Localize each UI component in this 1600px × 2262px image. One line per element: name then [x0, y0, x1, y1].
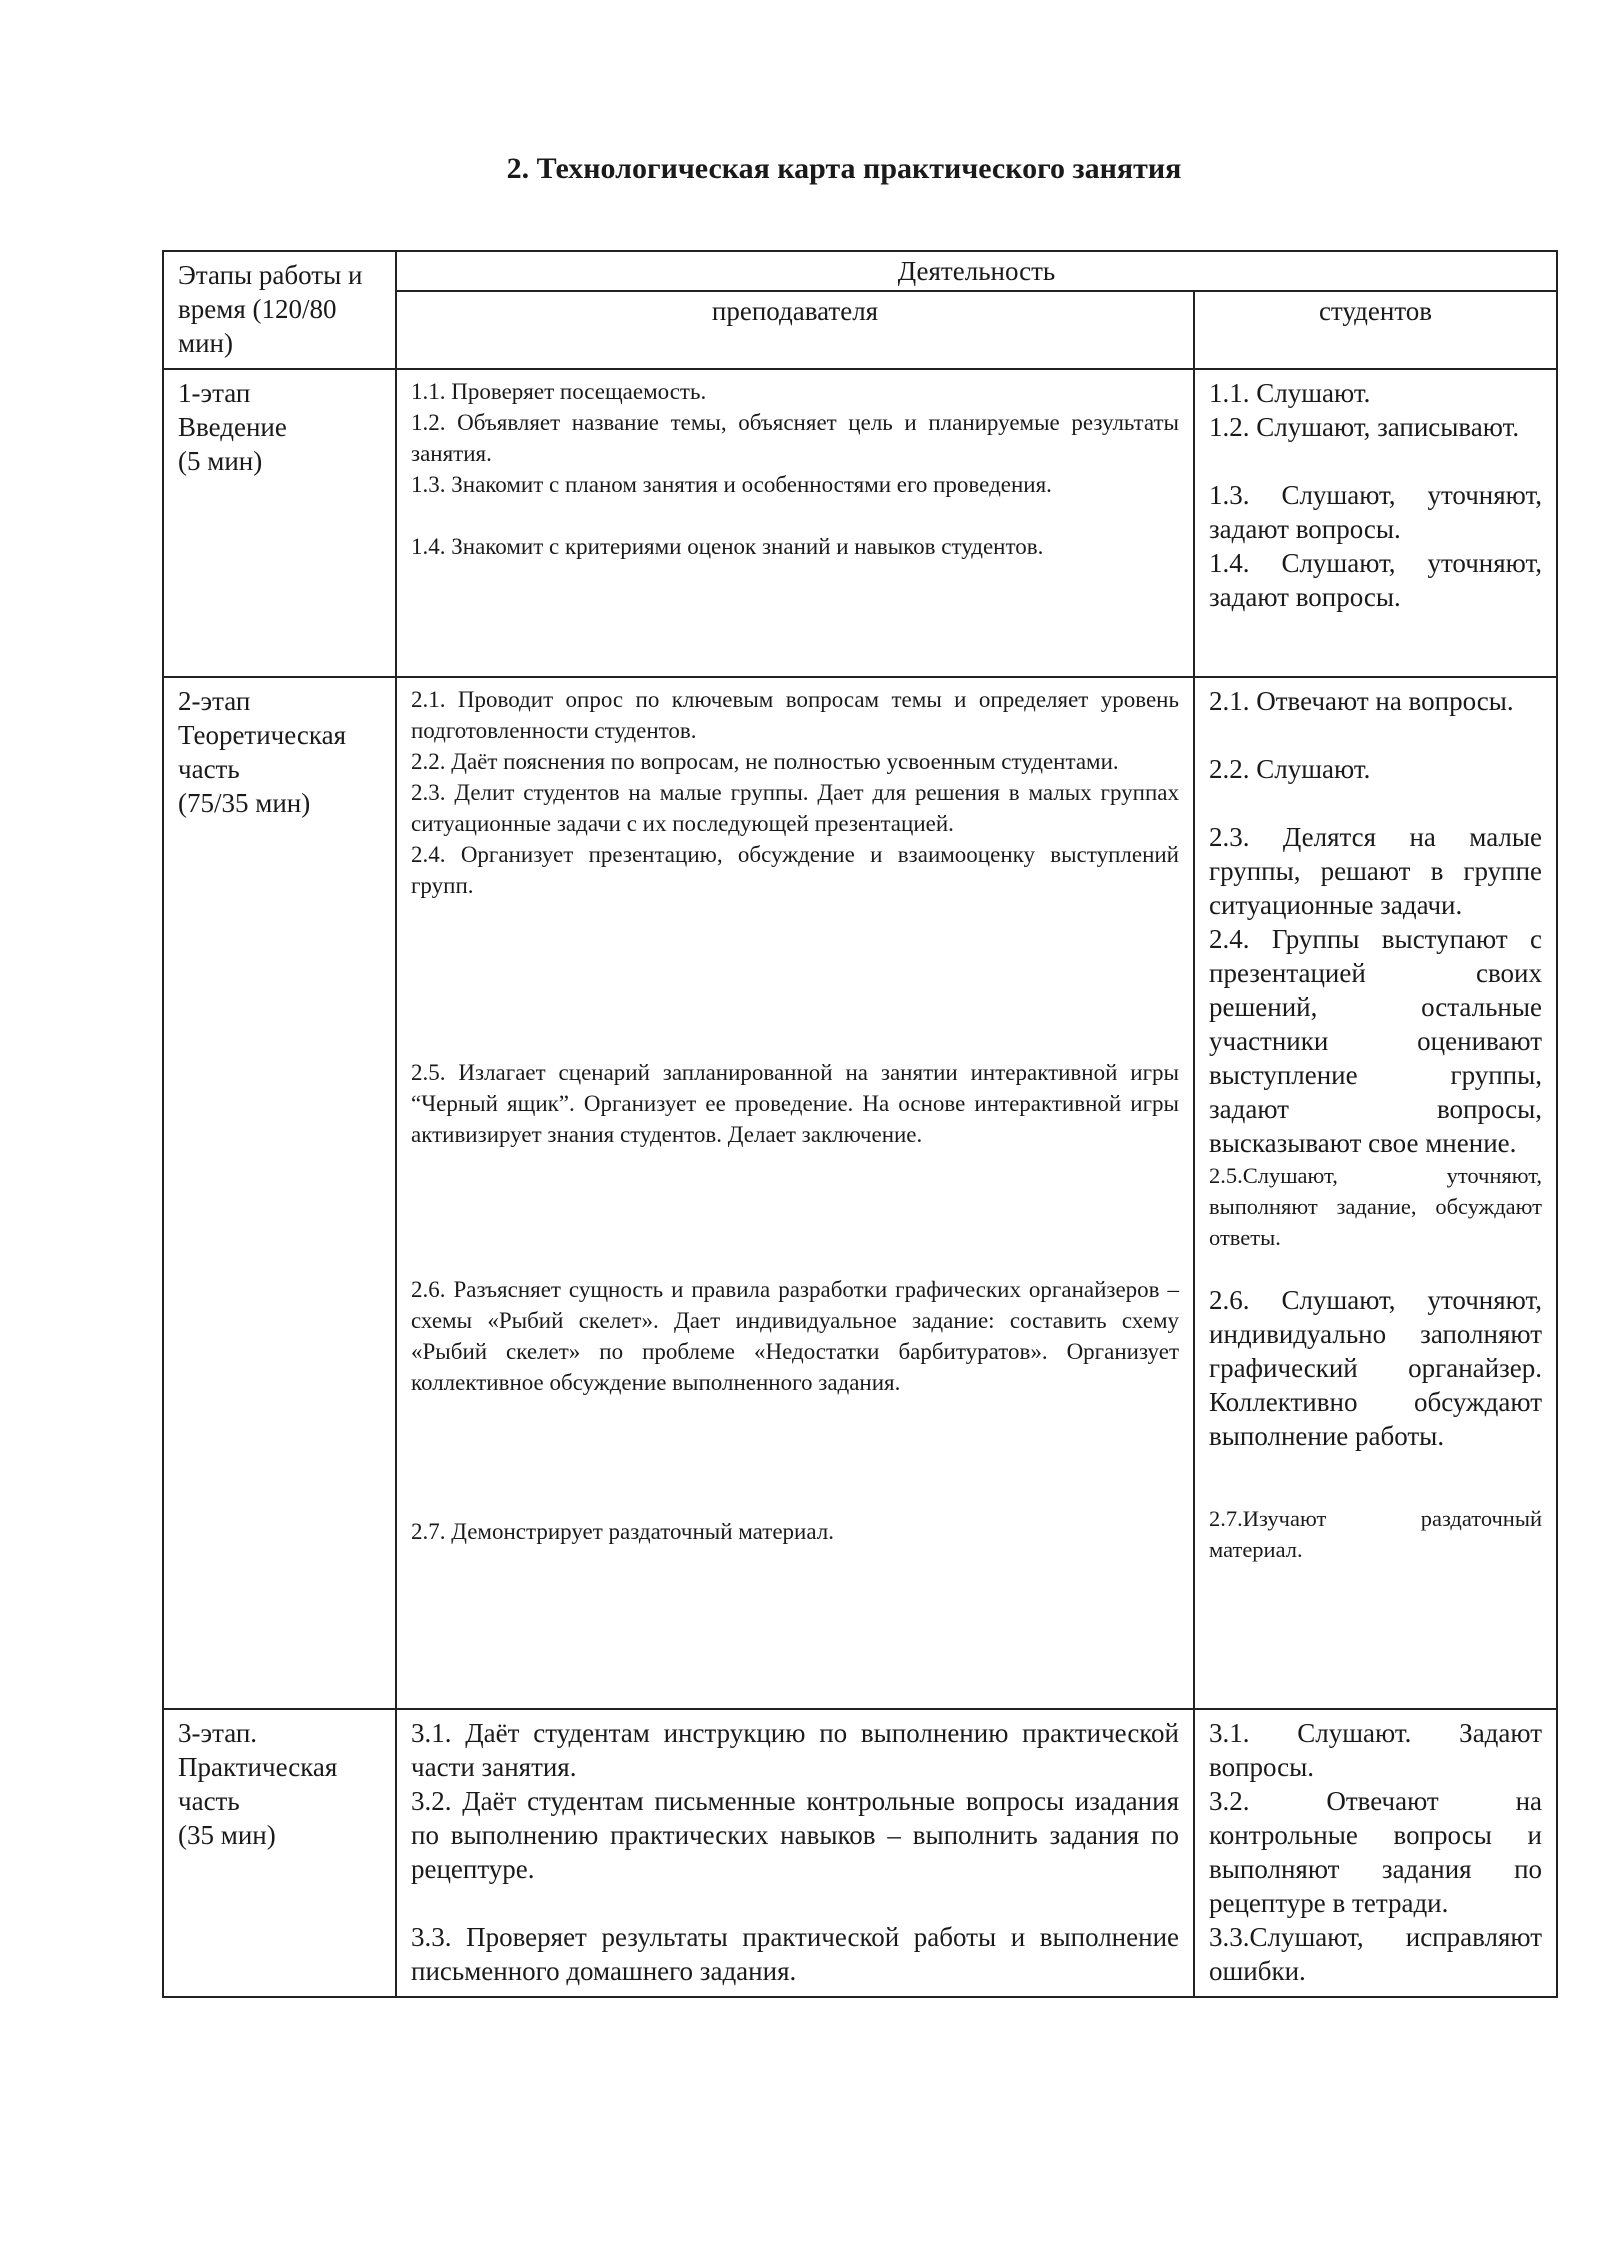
tech-map-table	[162, 250, 1558, 1998]
teacher-cell	[396, 677, 1194, 1709]
stage-time: (75/35 мин)	[178, 788, 311, 818]
stage-label: 3-этап.	[178, 1718, 258, 1748]
teacher-item: 2.3. Делит студентов на малые группы. Дает для решения в малых группах ситуационные задачи с их последующей презентацией.	[411, 780, 1179, 836]
students-cell	[1194, 1709, 1557, 1997]
stage-cell	[163, 369, 396, 677]
teacher-cell	[396, 1709, 1194, 1997]
stage-label: 2-этап	[178, 686, 251, 716]
students-item: 1.1. Слушают.	[1209, 378, 1371, 408]
header-activity: Деятельность	[396, 251, 1557, 291]
students-item: 3.1. Слушают. Задают вопросы.	[1209, 1718, 1543, 1782]
students-item: 2.2. Слушают.	[1209, 754, 1371, 784]
students-item: 2.6. Слушают, уточняют, индивидуально заполняют графический органайзер. Коллективно обсуждают выполнение работы.	[1209, 1285, 1543, 1451]
students-item: 2.5.Слушают, уточняют, выполняют задание, обсуждают ответы.	[1209, 1163, 1543, 1250]
teacher-item: 1.4. Знакомит с критериями оценок знаний и навыков студентов.	[411, 534, 1044, 559]
students-item: 3.3.Слушают, исправляют ошибки.	[1209, 1922, 1543, 1986]
students-item: 1.2. Слушают, записывают.	[1209, 412, 1520, 442]
table-row	[163, 1709, 1557, 1997]
header-row-1	[163, 251, 1557, 291]
teacher-item: 1.2. Объявляет название темы, объясняет цель и планируемые результаты занятия.	[411, 410, 1179, 466]
students-item: 1.3. Слушают, уточняют, задают вопросы.	[1209, 480, 1543, 544]
students-item: 3.2. Отвечают на контрольные вопросы и выполняют задания по рецептуре в тетради.	[1209, 1786, 1543, 1918]
stage-time: (35 мин)	[178, 1820, 276, 1850]
students-item: 2.4. Группы выступают с презентацией своих решений, остальные участники оценивают выступление группы, задают вопросы, высказывают свое мнение.	[1209, 924, 1543, 1158]
stage-name: Введение	[178, 412, 287, 442]
teacher-item: 2.6. Разъясняет сущность и правила разработки графических органайзеров –схемы «Рыбий скелет». Дает индивидуальное задание: составить схему «Рыбий скелет» по проблеме «Недостатки барбитуратов». Организует коллективное обсуждение выполненного задания.	[411, 1277, 1179, 1395]
students-item: 2.1. Отвечают на вопросы.	[1209, 686, 1514, 716]
teacher-item: 2.2. Даёт пояснения по вопросам, не полностью усвоенным студентами.	[411, 749, 1119, 774]
stage-label: 1-этап	[178, 378, 251, 408]
teacher-cell	[396, 369, 1194, 677]
stage-cell	[163, 677, 396, 1709]
header-teacher: преподавателя	[396, 291, 1194, 369]
students-cell	[1194, 677, 1557, 1709]
teacher-item: 2.4. Организует презентацию, обсуждение и взаимооценку выступлений групп.	[411, 842, 1179, 898]
teacher-item: 1.1. Проверяет посещаемость.	[411, 379, 707, 404]
students-item: 2.7.Изучают раздаточный материал.	[1209, 1506, 1543, 1562]
stage-time: (5 мин)	[178, 446, 263, 476]
page-title: 2. Технологическая карта практического занятия	[506, 152, 1182, 185]
teacher-item: 3.1. Даёт студентам инструкцию по выполнению практической части занятия.	[411, 1718, 1179, 1782]
students-cell	[1194, 369, 1557, 677]
students-item: 2.3. Делятся на малые группы, решают в группе ситуационные задачи.	[1209, 822, 1543, 920]
teacher-item: 1.3. Знакомит с планом занятия и особенностями его проведения.	[411, 472, 1052, 497]
teacher-item: 3.2. Даёт студентам письменные контрольные вопросы изадания по выполнению практических навыков – выполнить задания по рецептуре.	[411, 1786, 1179, 1884]
table-row	[163, 369, 1557, 677]
stage-cell	[163, 1709, 396, 1997]
teacher-item: 2.1. Проводит опрос по ключевым вопросам темы и определяет уровень подготовленности студентов.	[411, 687, 1179, 743]
header-students: студентов	[1194, 291, 1557, 369]
teacher-item: 2.7. Демонстрирует раздаточный материал.	[411, 1519, 834, 1544]
table-row	[163, 677, 1557, 1709]
header-stages: Этапы работы и время (120/80 мин)	[163, 251, 396, 369]
students-item: 1.4. Слушают, уточняют, задают вопросы.	[1209, 548, 1543, 612]
stage-name: Практическая часть	[178, 1752, 338, 1816]
teacher-item: 2.5. Излагает сценарий запланированной на занятии интерактивной игры “Черный ящик”. Организует ее проведение. На основе интерактивной игры активизирует знания студентов. Делает заключение.	[411, 1060, 1179, 1147]
stage-name: Теоретическая часть	[178, 720, 347, 784]
teacher-item: 3.3. Проверяет результаты практической работы и выполнение письменного домашнего задания.	[411, 1922, 1179, 1986]
